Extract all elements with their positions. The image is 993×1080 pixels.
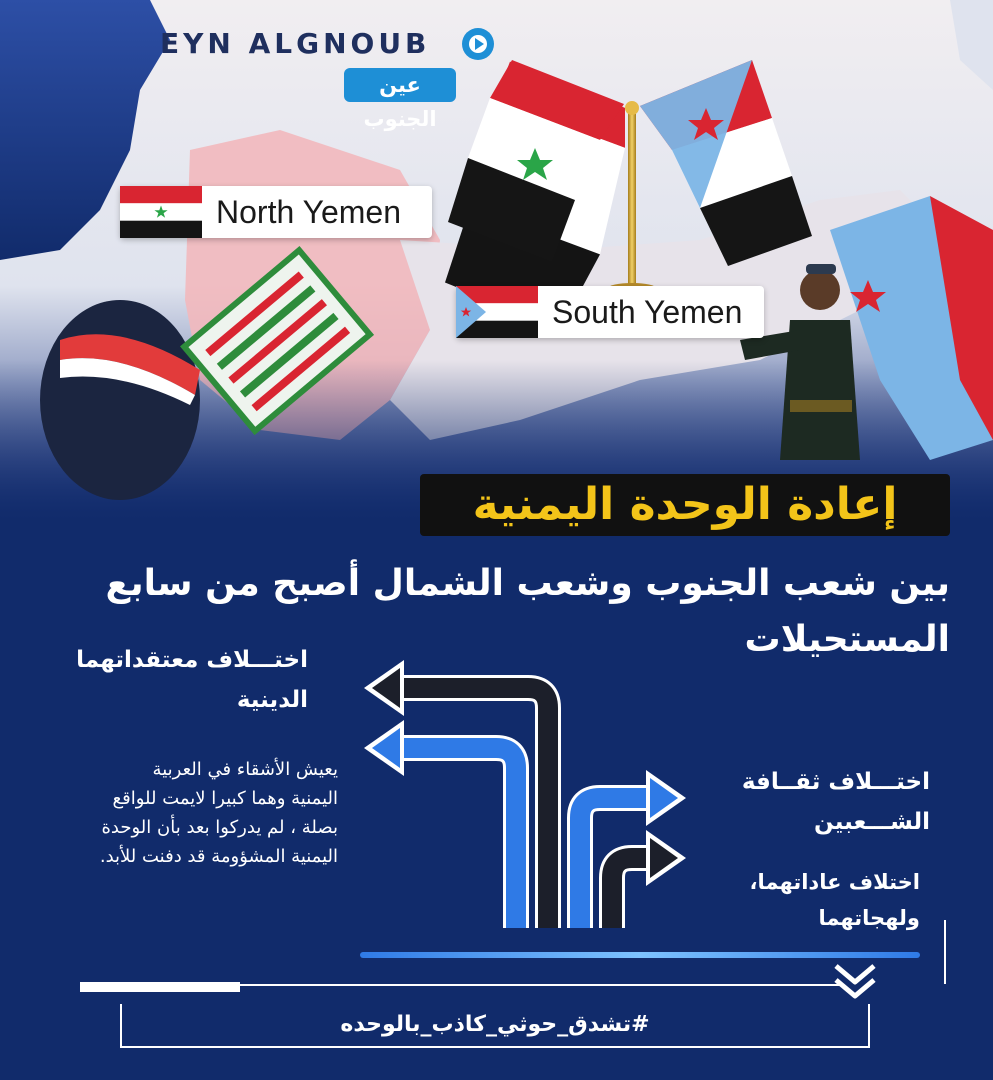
double-chevron-down-icon <box>830 960 880 1004</box>
north-yemen-flag-icon <box>120 186 202 238</box>
body-line-2: اليمنية وهما كبيرا لايمت للواقع <box>112 788 338 809</box>
accent-bar <box>80 982 240 992</box>
diverging-arrows-graphic <box>350 648 700 948</box>
south-yemen-text: South Yemen <box>552 293 743 330</box>
hashtag-text: #تشدق_حوثي_كاذب_بالوحده <box>340 1012 650 1037</box>
brand-arabic-name: عين الجنوب <box>344 68 456 102</box>
page-subtitle: بين شعب الجنوب وشعب الشمال أصبح من سابع المستحيلات <box>105 563 950 660</box>
fighter-figure <box>40 300 200 500</box>
arrow-dark-right-icon <box>612 830 686 928</box>
glow-divider <box>360 952 920 958</box>
south-yemen-label <box>456 286 764 338</box>
north-yemen-text: North Yemen <box>216 193 402 230</box>
frame-right-line <box>944 920 946 984</box>
customs-difference-point <box>690 864 920 936</box>
body-line-4: اليمنية المشؤومة قد دفنت للأبد. <box>99 846 338 867</box>
customs-line-2: ولهجاتهما <box>818 906 920 930</box>
body-paragraph <box>30 755 338 871</box>
customs-line-1: اختلاف عاداتهما، <box>749 870 920 894</box>
culture-difference-point <box>690 762 930 842</box>
arrow-blue-left-icon <box>364 720 516 928</box>
culture-line-1: اختـــلاف ثقــافة <box>741 769 930 795</box>
religious-difference-point <box>40 640 308 720</box>
frame-top-line <box>240 984 840 986</box>
eye-logo-icon <box>460 26 496 62</box>
religious-line-1: اختـــلاف معتقداتهما <box>76 647 308 673</box>
culture-line-2: الشـــعبين <box>814 809 930 835</box>
north-yemen-label <box>120 186 432 238</box>
flag-pole <box>628 108 636 288</box>
title-banner <box>420 474 950 536</box>
brand-latin-name: EYN ALGNOUB <box>160 27 431 60</box>
brand-logo <box>160 24 500 131</box>
body-line-1: يعيش الأشقاء في العربية <box>152 759 338 780</box>
body-line-3: بصلة ، لم يدركوا بعد بأن الوحدة <box>101 817 338 838</box>
religious-line-2: الدينية <box>236 687 308 713</box>
page-title: إعادة الوحدة اليمنية <box>472 479 898 530</box>
south-yemen-flag-icon <box>456 286 538 338</box>
